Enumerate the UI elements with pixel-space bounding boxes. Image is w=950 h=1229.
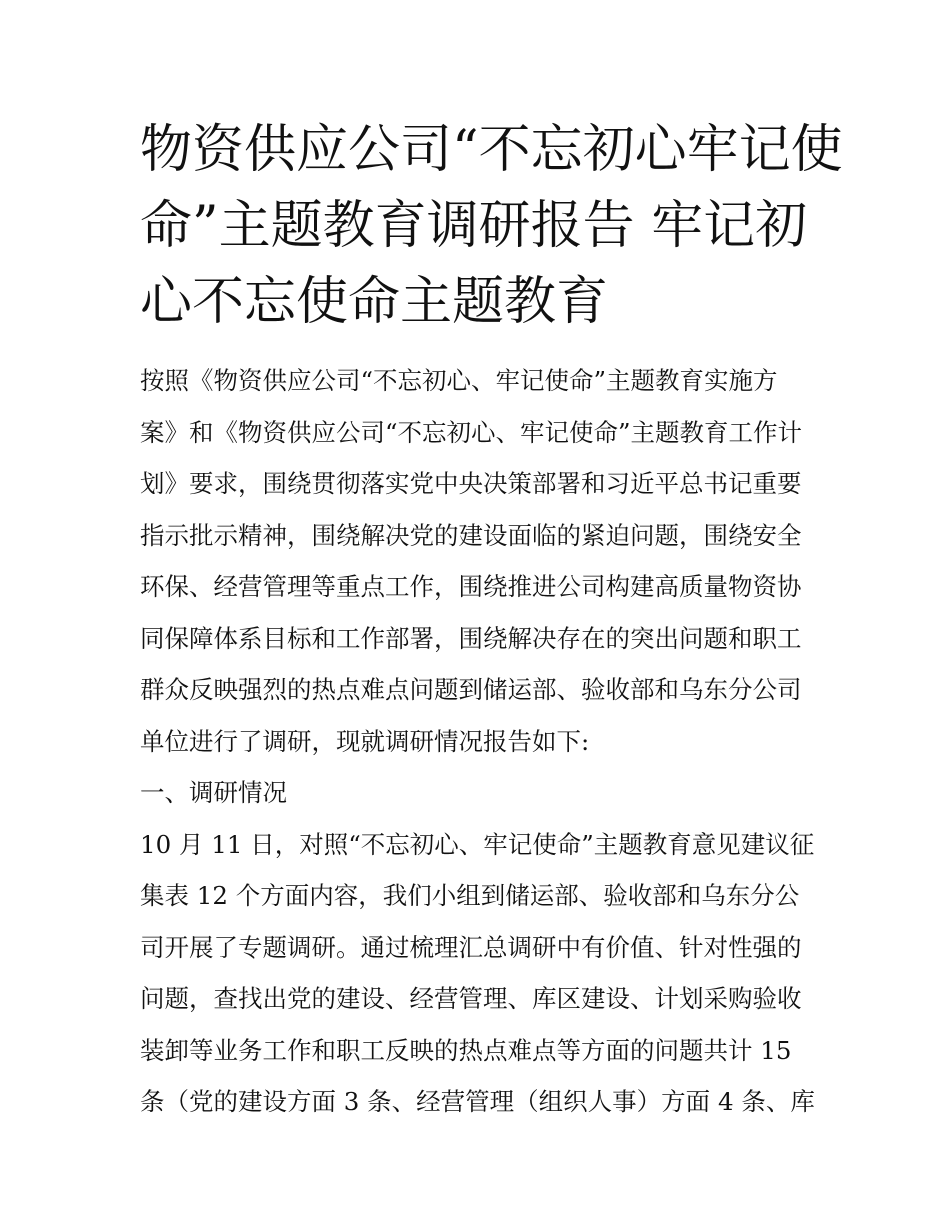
document-title: [140, 112, 843, 340]
body-line: 10 月 11 日，对照“不忘初心、牢记使命”主题教育意见建议征: [140, 829, 815, 859]
body-line: 群众反映强烈的热点难点问题到储运部、验收部和乌东分公司: [140, 675, 802, 704]
body-line: 单位进行了调研，现就调研情况报告如下:: [140, 726, 590, 756]
body-line: 装卸等业务工作和职工反映的热点难点等方面的问题共计 15: [140, 1035, 792, 1065]
body-line: 司开展了专题调研。通过梳理汇总调研中有价值、针对性强的: [140, 932, 802, 962]
body-line: 集表 12 个方面内容，我们小组到储运部、验收部和乌东分公: [140, 881, 800, 910]
body-line: 划》要求，围绕贯彻落实党中央决策部署和习近平总书记重要: [140, 469, 802, 498]
title-line: 心不忘使命主题教育: [140, 272, 609, 332]
body-line: 环保、经营管理等重点工作，围绕推进公司构建高质量物资协: [140, 572, 802, 601]
section-heading: 一、调研情况: [140, 778, 287, 807]
body-line: 案》和《物资供应公司“不忘初心、牢记使命”主题教育工作计: [140, 417, 803, 447]
title-line: 命”主题教育调研报告 牢记初: [140, 196, 808, 256]
body-line: 问题，查找出党的建设、经营管理、库区建设、计划采购验收: [140, 984, 802, 1013]
body-line: 条（党的建设方面 3 条、经营管理（组织人事）方面 4 条、库: [140, 1087, 815, 1116]
title-line: 物资供应公司“不忘初心牢记使: [140, 120, 843, 180]
body-line: 同保障体系目标和工作部署，围绕解决存在的突出问题和职工: [140, 623, 802, 653]
body-line: 按照《物资供应公司“不忘初心、牢记使命”主题教育实施方: [140, 366, 778, 395]
body-line: 指示批示精神，围绕解决党的建设面临的紧迫问题，围绕安全: [140, 520, 802, 550]
document-body: [140, 355, 820, 1128]
